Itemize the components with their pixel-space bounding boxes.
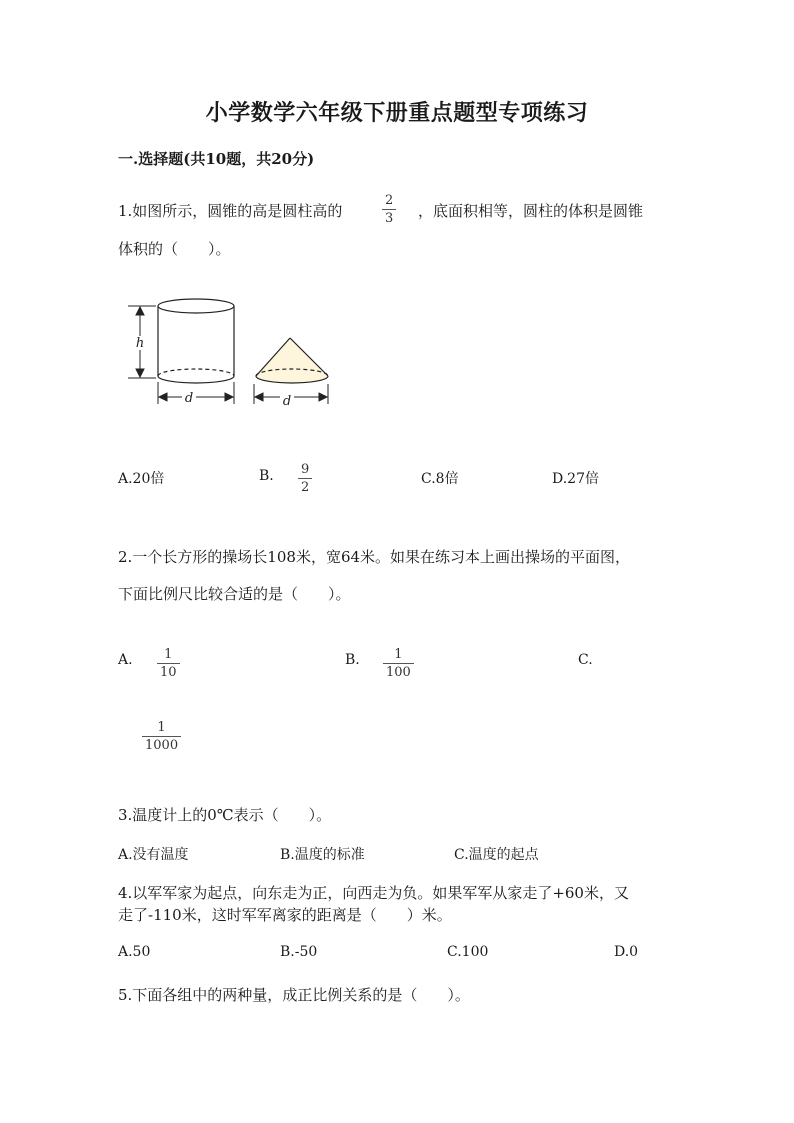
q1-option-c[interactable]: C.8倍 — [421, 471, 459, 487]
q1-text-b: ，底面积相等，圆柱的体积是圆锥 — [418, 202, 644, 220]
q2-option-c-numerator: 1 — [157, 720, 166, 735]
q2-option-c-denominator: 1000 — [145, 738, 179, 753]
q4-option-a[interactable]: A.50 — [118, 944, 151, 960]
q1-option-b-fraction — [298, 462, 312, 495]
q1-text-a: 1.如图所示，圆锥的高是圆柱高的 — [118, 202, 343, 220]
q4-option-d[interactable]: D.0 — [614, 944, 639, 960]
q2-line-1: 2.一个长方形的操场长108米，宽64米。如果在练习本上画出操场的平面图， — [118, 548, 631, 566]
fraction-bar — [298, 478, 312, 479]
q5-text: 5.下面各组中的两种量，成正比例关系的是（ ）。 — [118, 986, 470, 1004]
fraction-bar — [142, 736, 181, 737]
q2-option-a[interactable]: A. — [118, 652, 133, 668]
q1-fraction-denominator: 3 — [385, 211, 394, 226]
q2-option-a-fraction — [157, 647, 180, 680]
q3-option-c[interactable]: C.温度的起点 — [454, 847, 539, 863]
q3-option-a[interactable]: A.没有温度 — [118, 847, 189, 863]
q2-option-b-numerator: 1 — [394, 647, 403, 662]
q4-option-b[interactable]: B.-50 — [280, 944, 318, 960]
q2-option-a-numerator: 1 — [164, 647, 173, 662]
fraction-bar — [382, 209, 396, 210]
fraction-bar — [157, 663, 180, 664]
section-heading: 一.选择题(共10题，共20分) — [118, 150, 315, 168]
q2-line-2: 下面比例尺比较合适的是（ ）。 — [118, 585, 351, 603]
q1-fraction — [382, 193, 396, 226]
q2-option-a-denominator: 10 — [160, 665, 177, 680]
page-title: 小学数学六年级下册重点题型专项练习 — [205, 100, 589, 126]
cone — [256, 338, 328, 383]
q2-option-b[interactable]: B. — [345, 652, 360, 668]
cylinder — [158, 299, 234, 383]
q1-fraction-numerator: 2 — [385, 193, 394, 208]
height-label: h — [135, 336, 145, 351]
cylinder-cone-figure — [118, 292, 348, 412]
q2-option-c-fraction — [142, 720, 181, 753]
q4-option-c[interactable]: C.100 — [447, 944, 489, 960]
fraction-bar — [383, 663, 414, 664]
q1-option-b[interactable]: B. — [259, 468, 274, 484]
q4-line-2: 走了-110米，这时军军离家的距离是（ ）米。 — [118, 906, 452, 924]
q3-text: 3.温度计上的0℃表示（ ）。 — [118, 806, 332, 824]
q3-option-b[interactable]: B.温度的标准 — [280, 847, 365, 863]
q1-option-b-numerator: 9 — [301, 462, 310, 477]
q2-option-b-denominator: 100 — [386, 665, 411, 680]
q2-option-b-fraction — [383, 647, 414, 680]
q1-text-c: 体积的（ ）。 — [118, 240, 231, 258]
q1-option-d[interactable]: D.27倍 — [552, 471, 599, 487]
cylinder-diameter-label: d — [184, 391, 194, 406]
q4-line-1: 4.以军军家为起点，向东走为正，向西走为负。如果军军从家走了+60米，又 — [118, 884, 629, 902]
q2-option-c[interactable]: C. — [578, 652, 593, 668]
q1-option-b-denominator: 2 — [301, 480, 310, 495]
cone-diameter-label: d — [282, 394, 292, 409]
q1-option-a[interactable]: A.20倍 — [118, 471, 165, 487]
